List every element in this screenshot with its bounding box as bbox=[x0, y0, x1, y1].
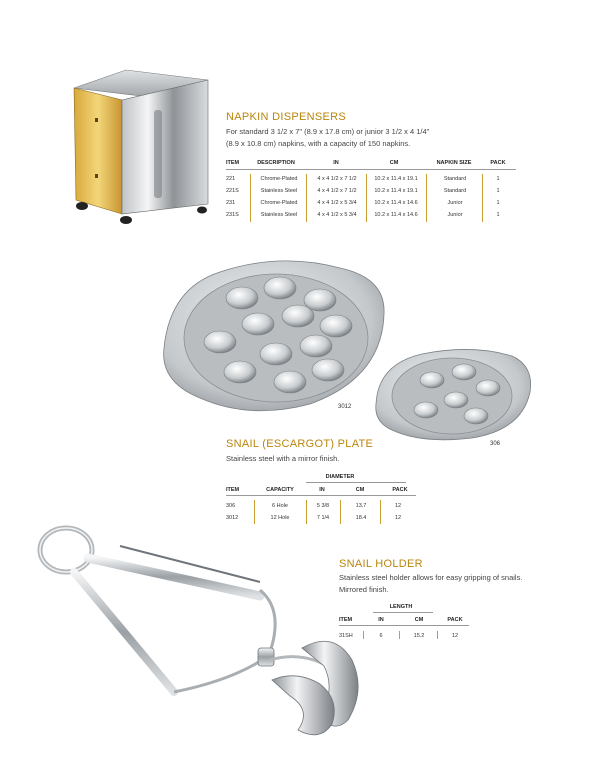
snail-plate-large-image bbox=[160, 258, 392, 418]
col-header-capacity: CAPACITY bbox=[266, 487, 294, 493]
snail-holder-table: LENGTH ITEM IN CM PACK 31SH 6 15.2 12 bbox=[339, 604, 469, 644]
col-header-pack: PACK bbox=[490, 160, 506, 166]
snail-plate-description: Stainless steel with a mirror finish. bbox=[226, 454, 340, 463]
col-header-napkin-size: NAPKIN SIZE bbox=[436, 160, 472, 166]
col-header-pack: PACK bbox=[447, 617, 463, 623]
napkin-desc-line-1: For standard 3 1/2 x 7" (8.9 x 17.8 cm) or junior 3 1/2 x 4 1/4" bbox=[226, 127, 430, 136]
group-header-length: LENGTH bbox=[389, 604, 413, 610]
col-header-in: IN bbox=[333, 160, 339, 166]
snail-plate-large-label: 3012 bbox=[338, 404, 352, 410]
snail-plate-table: DIAMETER ITEM CAPACITY IN CM PACK 306 6 Hole 5 3/8 13.7 12 3012 12 Hole 7 1/4 18.4 12 bbox=[226, 474, 416, 526]
snail-holder-desc-line-1: Stainless steel holder allows for easy gripping of snails. bbox=[339, 573, 523, 582]
col-header-item: ITEM bbox=[226, 160, 240, 166]
snail-holder-title: SNAIL HOLDER bbox=[339, 558, 423, 570]
snail-holder-description bbox=[339, 572, 589, 596]
napkin-desc-line-2: (8.9 x 10.8 cm) napkins, with a capacity of 150 napkins. bbox=[226, 139, 411, 148]
col-header-item: ITEM bbox=[339, 617, 353, 623]
col-header-cm: CM bbox=[355, 487, 365, 493]
col-header-cm: CM bbox=[414, 617, 424, 623]
napkin-dispensers-title: NAPKIN DISPENSERS bbox=[226, 111, 347, 123]
col-header-in: IN bbox=[378, 617, 384, 623]
snail-holder-desc-line-2: Mirrored finish. bbox=[339, 585, 389, 594]
snail-holder-image bbox=[34, 520, 386, 750]
snail-plate-small-label: 306 bbox=[490, 441, 501, 447]
col-header-description: DESCRIPTION bbox=[257, 160, 295, 166]
napkin-dispenser-image bbox=[68, 64, 218, 230]
napkin-dispensers-description bbox=[226, 126, 526, 150]
col-header-pack: PACK bbox=[392, 487, 408, 493]
snail-plate-title: SNAIL (ESCARGOT) PLATE bbox=[226, 438, 374, 450]
col-header-item: ITEM bbox=[226, 487, 240, 493]
snail-plate-small-image bbox=[372, 344, 534, 444]
napkin-dispensers-table: ITEM DESCRIPTION IN CM NAPKIN SIZE PACK 221 Chrome-Plated 4 x 4 1/2 x 7 1/2 10.2 x 11.4 x 19.1 Standard 1 221S Stainless Steel 4 x 4 1/2 x 7 1/2 10.2 x 11.4 x 19.1 Standard 1 231 Chrome-Plated 4 x 4 1/2 x 5 3/4 10.2 x 11.4 x 14.6 Junior 1 231S Stainless Steel 4 x 4 1/2 x 5 3/4 10.2 x 11.4 x 14.6 Junior 1 bbox=[226, 160, 516, 224]
col-header-cm: CM bbox=[389, 160, 399, 166]
col-header-in: IN bbox=[319, 487, 325, 493]
group-header-diameter: DIAMETER bbox=[325, 474, 355, 480]
